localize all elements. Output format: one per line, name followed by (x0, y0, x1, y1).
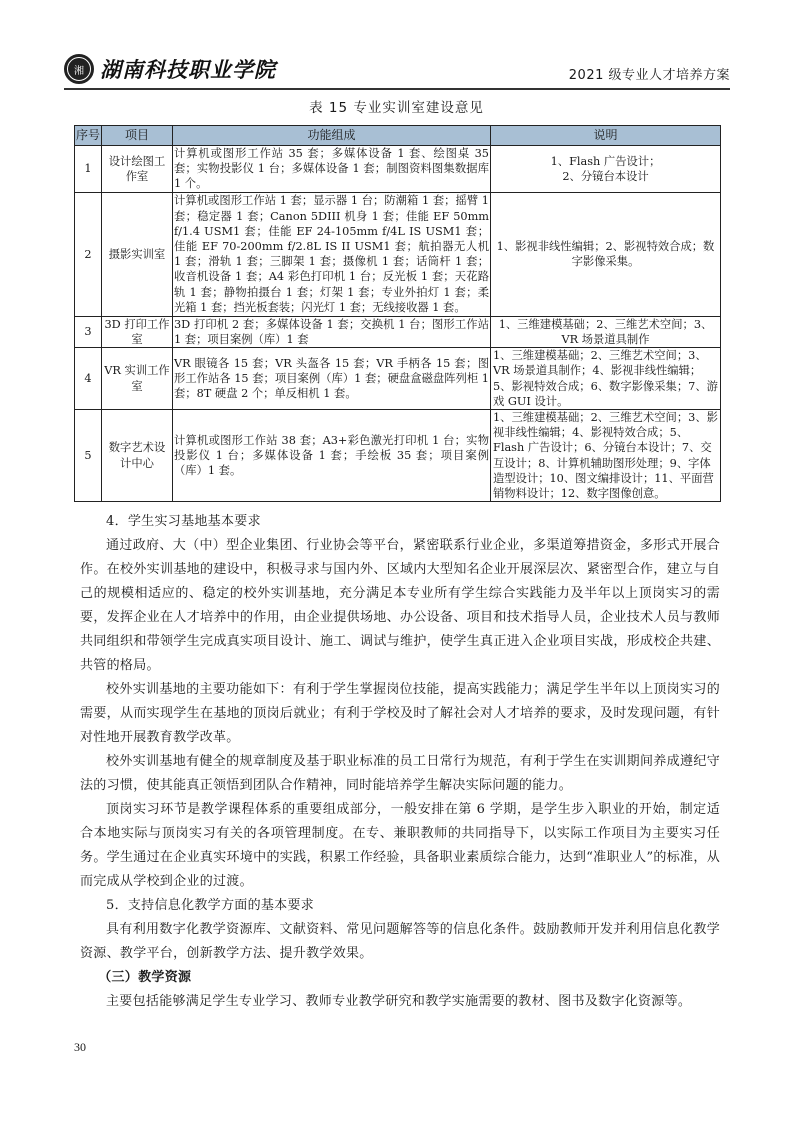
header-divider (64, 88, 730, 90)
school-seal-icon: 湘 (64, 54, 94, 84)
room-name: 摄影实训室 (102, 192, 173, 316)
column-header: 功能组成 (173, 126, 491, 146)
row-number: 2 (75, 192, 102, 316)
paragraph: 主要包括能够满足学生专业学习、教师专业教学研究和教学实施需要的教材、图书及数字化资源等。 (106, 994, 692, 1009)
paragraph: 校外实训基地的主要功能如下：有利于学生掌握岗位技能，提高实践能力；满足学生半年以上顶岗实习的需要，从而实现学生在基地的顶岗后就业；有利于学校及时了解社会对人才培养的要求，及时发现问题，有针对性地开展教育教学改革。 (80, 682, 720, 745)
table-row (75, 316, 721, 347)
table-row (75, 410, 721, 502)
section-heading: （三）教学资源 (98, 970, 192, 985)
section-heading: 5．支持信息化教学方面的基本要求 (106, 898, 315, 913)
room-description: 1、三维建模基础；2、三维艺术空间；3、影视非线性编辑；4、影视特效合成；5、Flash 广告设计；6、分镜台本设计；7、交互设计；8、计算机辅助图形处理；9、字体造型设计；10、图文编排设计；11、平面营销物料设计；12、数字图像创意。 (491, 410, 721, 502)
row-number: 1 (75, 146, 102, 193)
room-equipment: 计算机或图形工作站 1 套；显示器 1 台；防潮箱 1 套；摇臂 1 套；稳定器 1 套；Canon 5DIII 机身 1 套；佳能 EF 50mm f/1.4 USM1 套；佳能 EF 24-105mm f/4L IS USM1 套；佳能 EF 70-200mm f/2.8L IS II USM1 套；航拍器无人机 1 套；滑轨 1 套；三脚架 1 套；摄像机 1 套；话筒杆 1 套；收音机设备 1 套；A4 彩色打印机 1 台；反光板 1 套；天花路轨 1 套；静物拍摄台 1 套；灯架 1 套；专业外拍灯 1 套；柔光箱 1 套；挡光板套装；闪光灯 1 套；无线接收器 1 套。 (173, 192, 491, 316)
room-description: 1、三维建模基础；2、三维艺术空间；3、VR 场景道具制作 (491, 316, 721, 347)
document-title: 2021 级专业人才培养方案 (568, 68, 730, 83)
row-number: 3 (75, 316, 102, 347)
body-content (80, 510, 720, 1014)
room-name: 数字艺术设计中心 (102, 410, 173, 502)
table-row (75, 192, 721, 316)
column-header: 项目 (102, 126, 173, 146)
row-number: 4 (75, 348, 102, 410)
room-equipment: 3D 打印机 2 套；多媒体设备 1 套；交换机 1 台；图形工作站 1 套；项目案例（库）1 套 (174, 317, 489, 346)
page-header (64, 52, 730, 92)
room-name: 3D 打印工作室 (102, 316, 173, 347)
room-name: 设计绘图工作室 (102, 146, 173, 193)
room-equipment: VR 眼镜各 15 套；VR 头盔各 15 套；VR 手柄各 15 套；图形工作站各 15 套；项目案例（库）1 套；硬盘盒磁盘阵列柜 1 套；8T 硬盘 2 个；单反相机 1 套。 (173, 348, 491, 410)
training-room-table (74, 125, 721, 502)
table-caption: 表 15 专业实训室建设意见 (309, 100, 484, 116)
table-header-row (75, 126, 721, 146)
paragraph: 校外实训基地有健全的规章制度及基于职业标准的员工日常行为规范，有利于学生在实训期间养成遵纪守法的习惯，使其能真正领悟到团队合作精神，同时能培养学生解决实际问题的能力。 (80, 754, 720, 793)
school-name: 湖南科技职业学院 (100, 57, 276, 82)
room-description: 1、影视非线性编辑；2、影视特效合成；数字影像采集。 (491, 192, 721, 316)
column-header: 说明 (491, 126, 721, 146)
table-row (75, 348, 721, 410)
room-description: 1、Flash 广告设计； 2、分镜台本设计 (491, 146, 721, 193)
table-row (75, 146, 721, 193)
room-description: 1、三维建模基础；2、三维艺术空间；3、VR 场景道具制作；4、影视非线性编辑；5、影视特效合成；6、数字影像采集；7、游戏 GUI 设计。 (491, 348, 721, 410)
room-equipment: 计算机或图形工作站 38 套；A3+彩色激光打印机 1 台；实物投影仪 1 台；多媒体设备 1 套；手绘板 35 套；项目案例（库）1 套。 (173, 410, 491, 502)
row-number: 5 (75, 410, 102, 502)
school-logo (64, 54, 276, 84)
paragraph: 通过政府、大（中）型企业集团、行业协会等平台，紧密联系行业企业，多渠道筹措资金，多形式开展合作。在校外实训基地的建设中，积极寻求与国内外、区域内大型知名企业开展深层次、紧密型合作，建立与自己的规模相适应的、稳定的校外实训基地，充分满足本专业所有学生综合实践能力及半年以上顶岗实习的需要，发挥企业在人才培养中的作用，由企业提供场地、办公设备、项目和技术指导人员，企业技术人员与教师共同组织和带领学生完成真实项目设计、施工、调试与维护，使学生真正进入企业项目实战，形成校企共建、共管的格局。 (80, 538, 720, 673)
section-heading: 4．学生实习基地基本要求 (106, 514, 261, 529)
paragraph: 顶岗实习环节是教学课程体系的重要组成部分，一般安排在第 6 学期，是学生步入职业的开始，制定适合本地实际与顶岗实习有关的各项管理制度。在专、兼职教师的共同指导下，以实际工作项目为主要实习任务。学生通过在企业真实环境中的实践，积累工作经验，具备职业素质综合能力，达到“准职业人”的标准，从而完成从学校到企业的过渡。 (80, 802, 720, 889)
column-header: 序号 (75, 126, 102, 146)
room-equipment: 计算机或图形工作站 35 套；多媒体设备 1 套、绘图桌 35 套；实物投影仪 1 台；多媒体设备 1 套；制图资料图集数据库 1 个。 (174, 147, 489, 191)
room-name: VR 实训工作室 (102, 348, 173, 410)
paragraph: 具有利用数字化教学资源库、文献资料、常见问题解答等的信息化条件。鼓励教师开发并利用信息化教学资源、教学平台，创新教学方法、提升教学效果。 (80, 922, 720, 961)
page-number: 30 (74, 1040, 86, 1054)
